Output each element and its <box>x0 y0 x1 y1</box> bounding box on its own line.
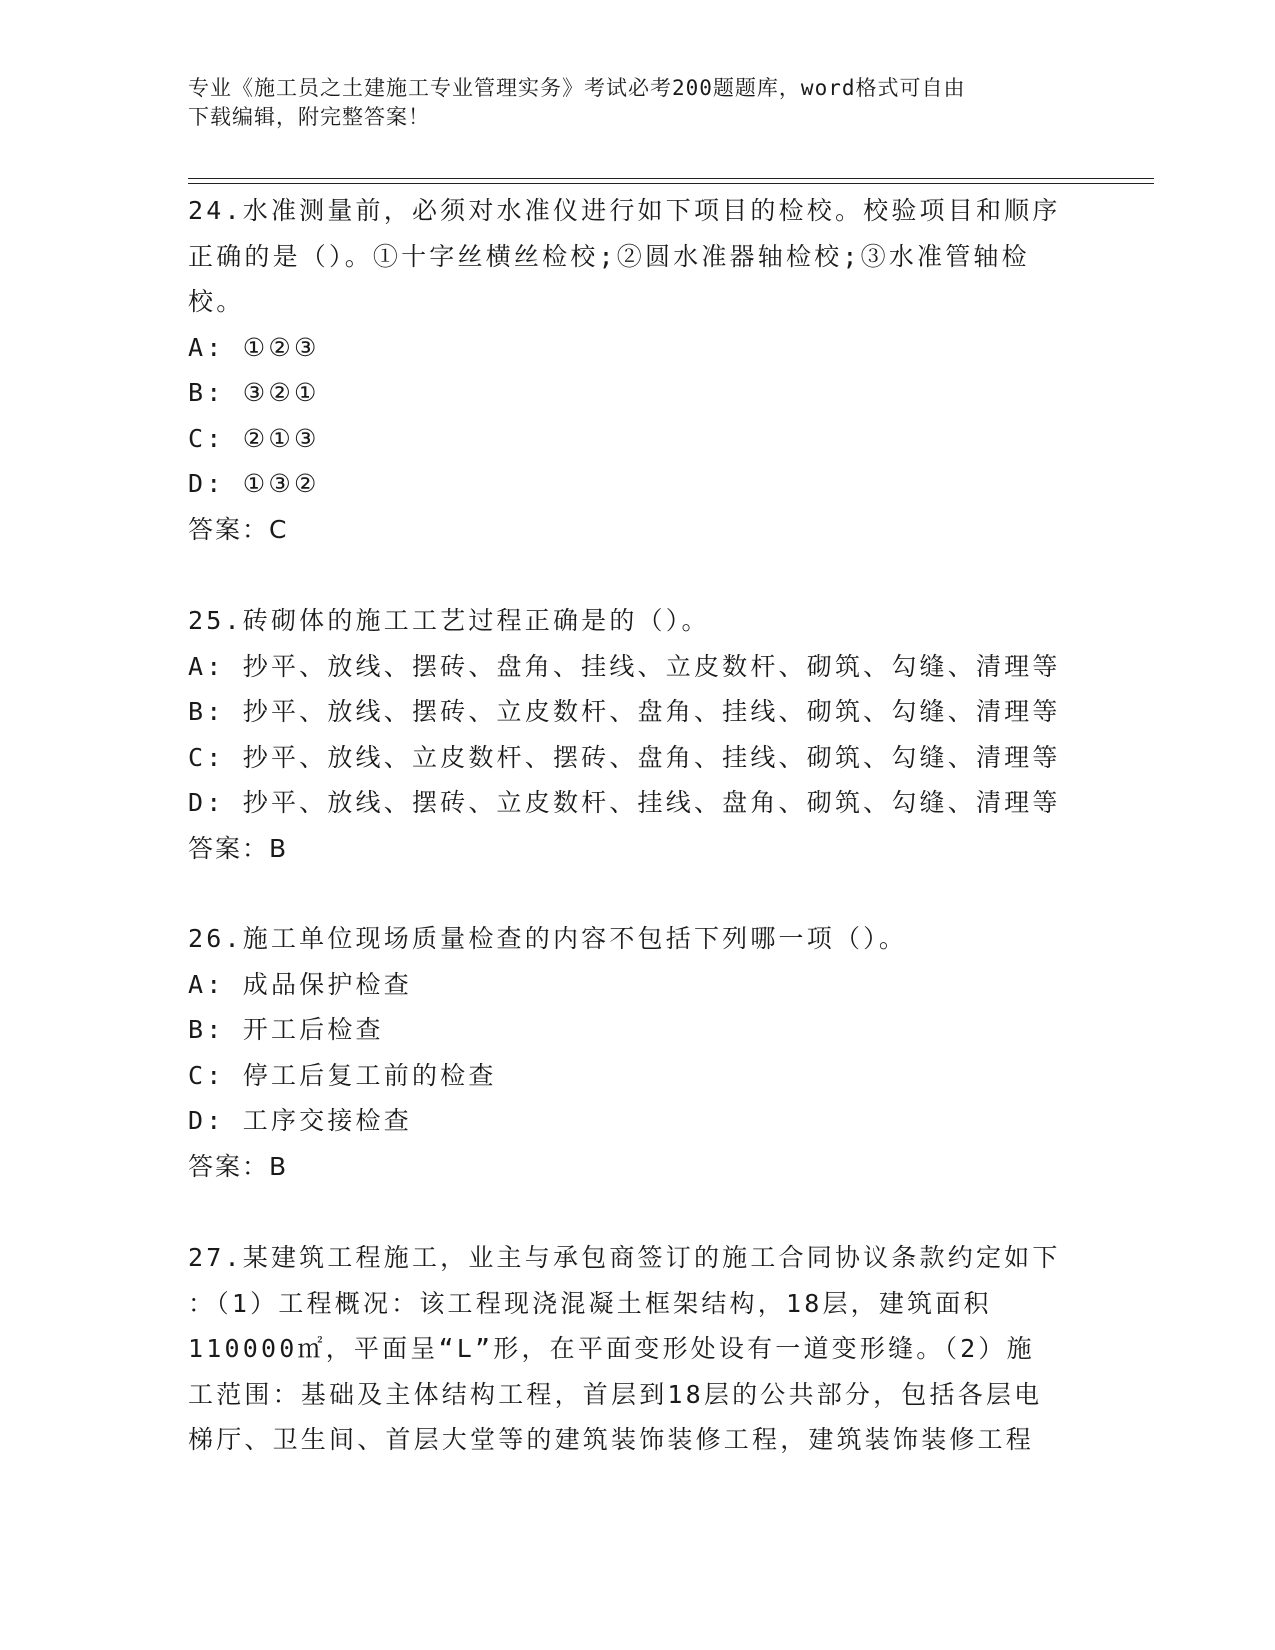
question-stem: 24.水准测量前，必须对水准仪进行如下项目的检校。校验项目和顺序 <box>188 196 1061 225</box>
header-line: 专业《施工员之土建施工专业管理实务》考试必考200题题库，word格式可自由 <box>188 76 966 100</box>
option-d: D: 抄平、放线、摆砖、立皮数杆、挂线、盘角、砌筑、勾缝、清理等 <box>188 788 1061 817</box>
answer: 答案：B <box>188 1151 289 1181</box>
option-c: C: 抄平、放线、立皮数杆、摆砖、盘角、挂线、砌筑、勾缝、清理等 <box>188 742 1061 772</box>
question-stem: 26.施工单位现场质量检查的内容不包括下列哪一项（）。 <box>188 924 908 953</box>
question-25 <box>188 598 1078 871</box>
option-b: B: 开工后检查 <box>188 1015 384 1044</box>
option-a: A: ①②③ <box>188 332 320 362</box>
option-d: D: ①③② <box>188 469 320 498</box>
header-divider <box>188 183 1154 184</box>
question-stem: 校。 <box>188 287 245 316</box>
option-b: B: 抄平、放线、摆砖、立皮数杆、盘角、挂线、砌筑、勾缝、清理等 <box>188 697 1061 726</box>
question-stem: ：（1）工程概况：该工程现浇混凝土框架结构，18层，建筑面积 <box>188 1288 992 1318</box>
question-24 <box>188 188 1078 552</box>
option-c: C: ②①③ <box>188 423 320 453</box>
option-b: B: ③②① <box>188 378 320 407</box>
answer: 答案：B <box>188 833 289 863</box>
header-line: 下载编辑，附完整答案！ <box>188 105 430 129</box>
question-stem: 梯厅、卫生间、首层大堂等的建筑装饰装修工程，建筑装饰装修工程 <box>188 1425 1035 1454</box>
question-stem: 正确的是（）。①十字丝横丝检校;②圆水准器轴检校;③水准管轴检 <box>188 241 1030 271</box>
question-stem: 110000㎡，平面呈“L”形，在平面变形处设有一道变形缝。（2）施 <box>188 1334 1035 1363</box>
question-stem: 工范围：基础及主体结构工程，首层到18层的公共部分，包括各层电 <box>188 1379 1043 1409</box>
option-d: D: 工序交接检查 <box>188 1106 412 1135</box>
question-27 <box>188 1235 1078 1463</box>
question-26 <box>188 916 1078 1189</box>
option-a: A: 抄平、放线、摆砖、盘角、挂线、立皮数杆、砌筑、勾缝、清理等 <box>188 651 1061 681</box>
option-c: C: 停工后复工前的检查 <box>188 1060 497 1090</box>
answer: 答案：C <box>188 514 289 544</box>
question-stem: 27.某建筑工程施工，业主与承包商签订的施工合同协议条款约定如下 <box>188 1243 1061 1272</box>
question-stem: 25.砖砌体的施工工艺过程正确是的（）。 <box>188 606 710 635</box>
document-header <box>188 74 1088 132</box>
option-a: A: 成品保护检查 <box>188 969 412 999</box>
header-divider <box>188 178 1154 179</box>
